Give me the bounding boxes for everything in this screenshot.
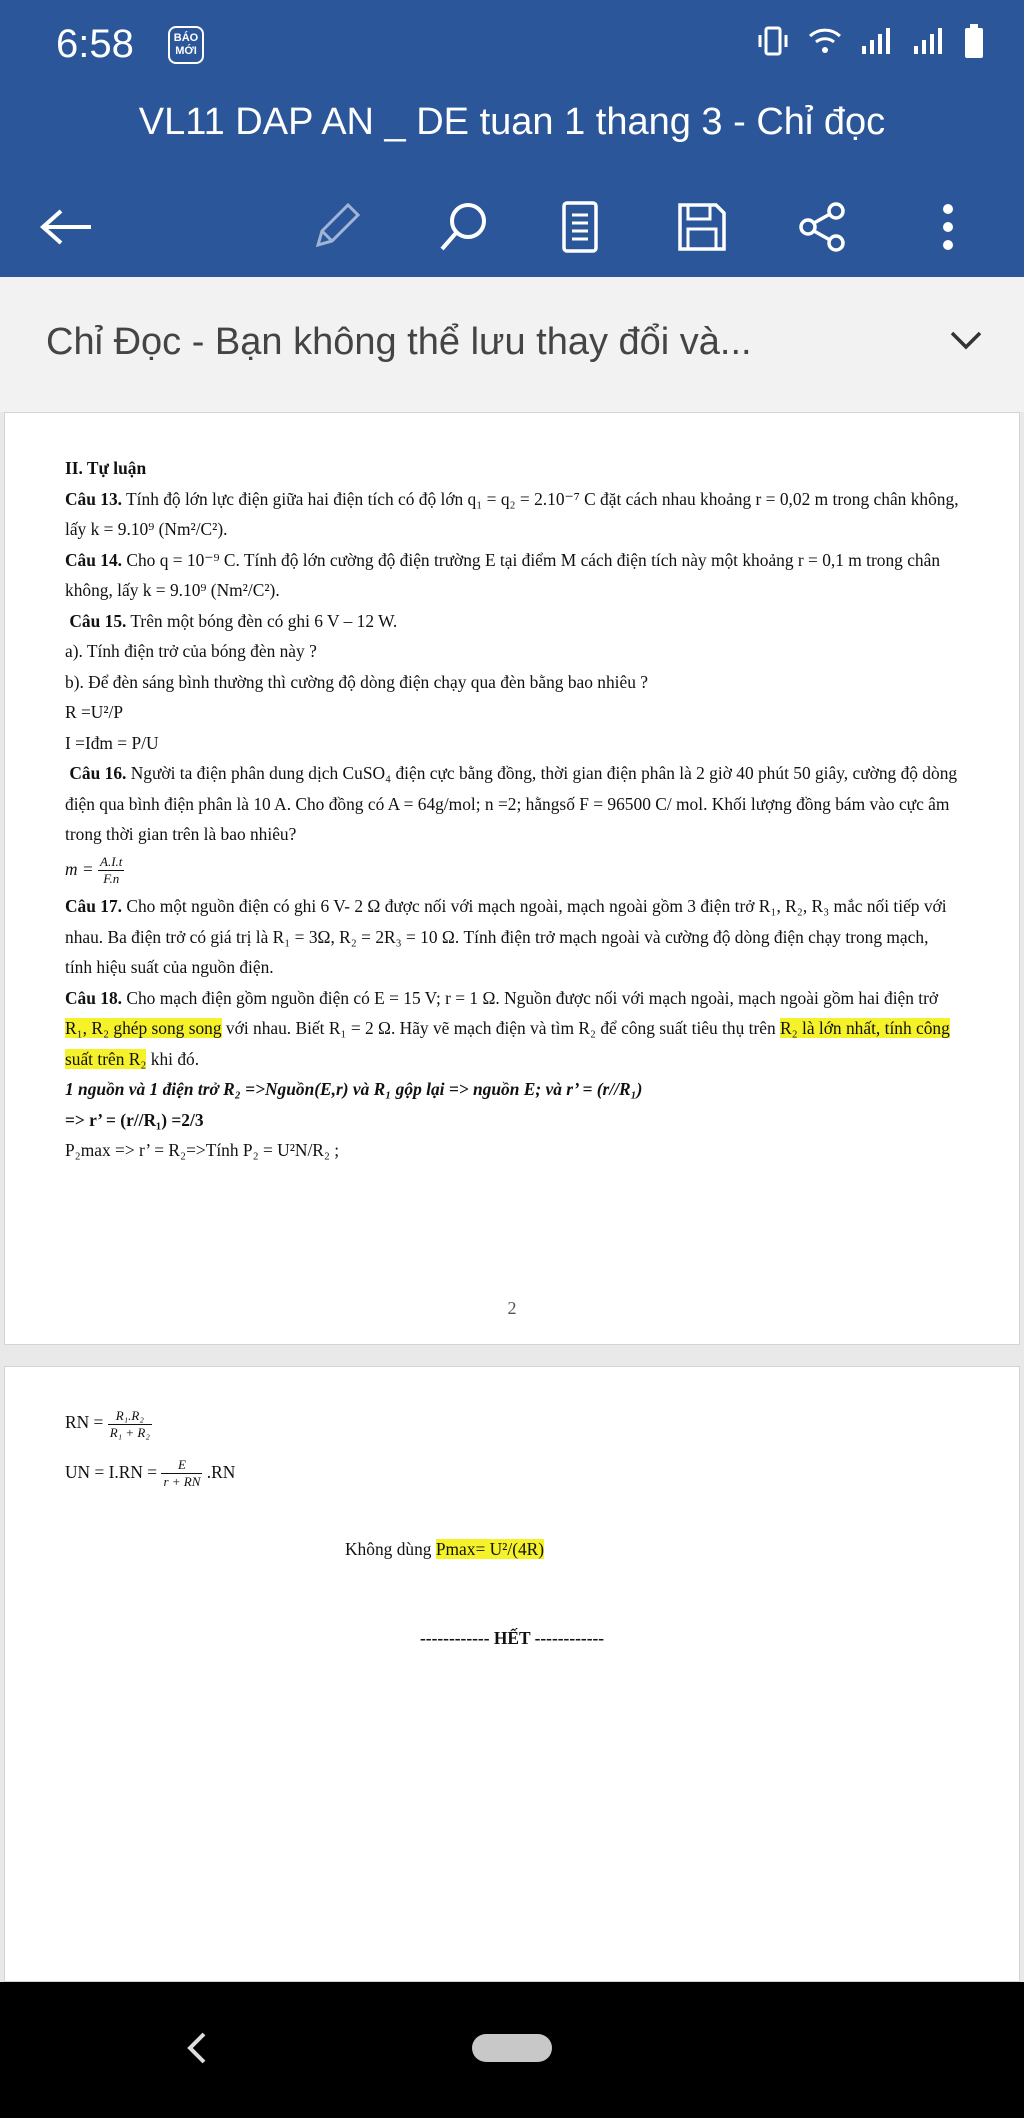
answer-line-3: P₂max => r’ = R₂=>Tính P₂ = U²N/R₂ ;: [65, 1140, 340, 1160]
signal-icon-2: [912, 26, 946, 56]
signal-icon: [860, 26, 894, 56]
more-icon: [938, 199, 958, 255]
status-icons: [756, 24, 984, 58]
vibrate-icon: [756, 24, 790, 58]
document-page-1: [4, 412, 1020, 1345]
status-bar: [0, 0, 1024, 95]
section-heading: II. Tự luận: [65, 458, 147, 478]
document-page-2: [4, 1366, 1020, 1982]
wifi-icon: [808, 26, 842, 56]
page-1-content: [65, 453, 959, 1166]
navigation-bar: [0, 1982, 1024, 2118]
clock: 6:58: [56, 22, 134, 66]
formula-un: UN = I.RN = $\frac{E}{r + RN}$ .RN: [65, 1457, 236, 1489]
toolbar: [0, 187, 1024, 267]
highlight-max-power: R₂ là lớn nhất, tính công suất trên R₂: [65, 1018, 950, 1069]
back-button[interactable]: [26, 187, 106, 267]
page-2-content: [65, 1407, 959, 1653]
formula-r: R =U²/P: [65, 702, 124, 722]
answer-line-1: 1 nguồn và 1 điện trở R₂ =>Nguồn(E,r) và R₁ gộp lại => nguồn E; và r’ = (r//R₁): [65, 1079, 643, 1099]
answer-line-2: => r’ = (r//R₁) =2/3: [65, 1109, 204, 1130]
back-nav-icon[interactable]: [184, 2030, 210, 2066]
more-options-button[interactable]: [908, 187, 988, 267]
back-arrow-icon: [39, 207, 93, 247]
question-13: Câu 13. Tính độ lớn lực điện giữa hai điện tích có độ lớn q₁ = q₂ = 2.10⁻⁷ C đặt cách nhau khoảng r = 0,02 m trong chân không, lấy k = 9.10⁹ (Nm²/C²).: [65, 488, 959, 539]
share-button[interactable]: [782, 187, 862, 267]
question-17: Câu 17. Cho một nguồn điện có ghi 6 V- 2 Ω được nối với mạch ngoài, mạch ngoài gồm 3 điện trở R₁, R₂, R₃ mắc nối tiếp với nhau. Ba điện trở có giá trị là R₁ = 3Ω, R₂ = 2R₃ = 10 Ω. Tính điện trở mạch ngoài và cường độ dòng điện chạy trong mạch, tính hiệu suất của nguồn điện.: [65, 896, 947, 977]
banner-text: Chỉ Đọc - Bạn không thể lưu thay đổi và...: [46, 321, 752, 363]
baomoi-notification-icon: BÁO MỚI: [168, 26, 204, 64]
question-15-a: a). Tính điện trở của bóng đèn này ?: [65, 641, 317, 661]
reader-mode-icon: [560, 199, 600, 255]
document-title: VL11 DAP AN _ DE tuan 1 thang 3 - Chỉ đọc: [138, 101, 886, 143]
question-16: Câu 16. Người ta điện phân dung dịch CuSO₄ điện cực bằng đồng, thời gian điện phân là 2 giờ 40 phút 50 giây, cường độ dòng điện qua bình điện phân là 10 A. Cho đồng có A = 64g/mol; n =2; hằngsố F = 96500 C/ mol. Khối lượng đồng bám vào cực âm trong thời gian trên là bao nhiêu?: [65, 763, 958, 844]
highlight-parallel: R₁, R₂ ghép song song: [65, 1018, 222, 1038]
highlight-pmax: Pmax= U²/(4R): [435, 1539, 545, 1559]
edit-pen-icon: [308, 199, 364, 255]
share-icon: [794, 199, 850, 255]
page-number: 2: [507, 1298, 517, 1318]
question-15-b: b). Để đèn sáng bình thường thì cường độ dòng điện chạy qua đèn bằng bao nhiêu ?: [65, 671, 648, 692]
formula-i: I =Iđm = P/U: [65, 732, 159, 753]
formula-rn: RN = $\frac{\text{R₁.R₂}}{\text{R₁ + R₂}}$: [65, 1407, 150, 1440]
home-pill-icon[interactable]: [472, 2034, 552, 2062]
question-18: Câu 18. Cho mạch điện gồm nguồn điện có E = 15 V; r = 1 Ω. Nguồn được nối với mạch ngoài, mạch ngoài gồm hai điện trở R₁, R₂ ghép song song với nhau. Biết R₁ = 2 Ω. Hãy vẽ mạch điện và tìm R₂ để công suất tiêu thụ trên R₂ là lớn nhất, tính công suất trên R₂ khi đó.: [65, 987, 950, 1069]
save-button[interactable]: [662, 187, 742, 267]
search-button[interactable]: [424, 187, 504, 267]
edit-button[interactable]: [296, 187, 376, 267]
question-14: Câu 14. Cho q = 10⁻⁹ C. Tính độ lớn cường độ điện trường E tại điểm M cách điện tích này một khoảng r = 0,1 m trong chân không, lấy k = 9.10⁹ (Nm²/C²).: [65, 549, 941, 600]
chevron-down-icon[interactable]: [948, 327, 984, 351]
reader-mode-button[interactable]: [540, 187, 620, 267]
read-only-banner[interactable]: [0, 277, 1024, 412]
search-icon: [436, 199, 492, 255]
formula-m: m = $\frac{A.I.t}{F.n}$: [65, 854, 123, 886]
note-line: Không dùng Pmax= U²/(4R): [345, 1539, 545, 1559]
save-icon: [674, 199, 730, 255]
battery-icon: [964, 24, 984, 58]
end-marker: ------------ HẾT ------------: [420, 1627, 605, 1648]
app-bar: [0, 95, 1024, 277]
question-15: Câu 15. Trên một bóng đèn có ghi 6 V – 12 W.: [69, 610, 398, 631]
